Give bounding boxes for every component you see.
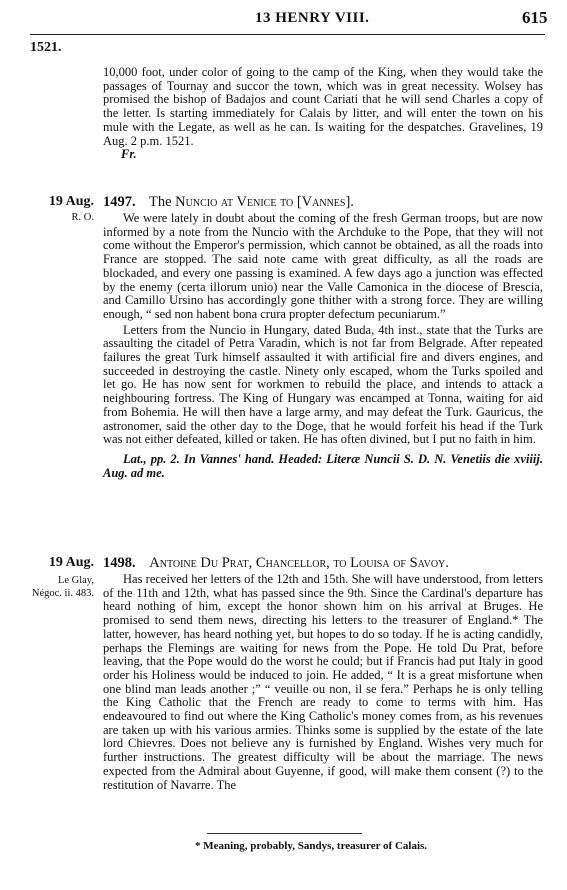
footnote-rule [207,833,362,834]
entry-1498-margin [30,556,94,601]
source-note: Fr. [121,147,137,162]
footnote: * Meaning, probably, Sandys, treasurer of Calais. [195,840,428,852]
entry-1497-number: 1497. [103,194,136,210]
entry-1497-heading-post: to [Vannes]. [276,194,354,210]
entry-1498-number: 1498. [103,555,136,571]
entry-1497-note: Lat., pp. 2. In Vannes' hand. Headed: Literæ Nuncii S. D. N. Venetiis die xviiij. Aug. ad me. [103,451,543,480]
entry-1497-archive: R. O. [71,211,94,223]
entry-1498-date: 19 Aug. [48,555,94,570]
continuation-text [103,66,543,162]
entry-1497-heading-pre: The [149,194,176,210]
entry-1497-margin [30,195,94,224]
page-number: 615 [522,8,548,27]
entry-1498-heading-title: Antoine Du Prat, Chancellor, to Louisa of Savoy. [149,555,449,571]
running-header [0,0,567,40]
entry-1498-archive-line-1: Le Glay, [57,574,94,586]
entry-1497-paragraph-2: Letters from the Nuncio in Hungary, dated Buda, 4th inst., state that the Turks are assaulting the citadel of Petra Varadin, which is not far from Belgrade. After repeated failures the great Turk himself assaulted it with artificial fire and divers engines, and succeeded in destroying the castle. Ninety only escaped, whom the Turks spoiled and let go. He has now sent for workmen to rebuild the place, and intends to attack a neighbouring fortress. The King of Hungary was encamped at Tonna, waiting for aid from Bohemia. He will then have a large army, and may defeat the Turk. Gauricus, the astronomer, said the other day to the Doge, that he would forfeit his head if the Turk was not either defeated, killed or taken. He has often divined, but I put no faith in him. [103,322,543,447]
entry-1497-heading [103,194,354,211]
entry-1497-heading-name: Nuncio at Venice [175,194,277,210]
header-rule [30,34,545,35]
continuation-paragraph: 10,000 foot, under color of going to the camp of the King, when they would take the passages of Tournay and succor the town, which was in great necessity. Wolsey has promised the bishop of Badajos and count Cariati that he will send Charles a copy of the letter. Is starting immediately for Calais by litter, and will enter the town on his mule with the Legate, as well as he can. Is waiting for the despatches. Gravelines, 19 Aug. 2 p.m. 1521. [103,65,543,148]
entry-1498-body [103,573,543,792]
entry-1498-archive-line-2: Négoc. ii. 483. [31,588,94,600]
entry-1498-paragraph-1: Has received her letters of the 12th and 15th. She will have understood, from letters of the 11th and 12th, what has passed since the 9th. Since the Cardinal's departure has heard nothing of him, except the honor shown him on his arrival at Bruges. He promised to send them news, directing his letters to the treasurer of England.* The latter, however, has heard nothing yet, but hopes to do so today. If he is acting candidly, perhaps the Flemings are waiting for news from the Pope. He told Du Prat, before leaving, that the Pope would do the worst he could; but if Francis had put Italy in good order his Holiness would be induced to join. He added, “ It is a great misfortune when one blind man leads another ;” “ veuille ou non, il se fera.” Perhaps he is only telling the King Catholic that the French are ready to come to terms with him. Has endeavoured to find out where the King Catholic's money comes from, as his revenues are taken up with his various armies. Thinks some is supplied by the estate of the late lord Chievres. Does not believe any is furnished by England. Wishes very much for further instructions. The greatest difficulty will be about the marriage. The news expected from the Admiral about Guyenne, if good, will make them consent (?) to the restitution of Navarre. The [103,572,543,792]
year-marker: 1521. [30,40,62,55]
running-title: 13 HENRY VIII. [255,10,370,26]
entry-1498-heading [103,555,449,572]
entry-1497-date: 19 Aug. [48,194,94,209]
entry-1497-paragraph-1: We were lately in doubt about the coming of the fresh German troops, but are now informed by a note from the Nuncio with the Archduke to the Pope, that they will not come without the Emperor's permission, which cannot be obtained, as all the roads into France are stopped. The said note came with great difficulty, as all the roads are blockaded, and every one passing is examined. A few days ago a junction was effected by the enemy (certa illorum unio) near the Valle Camonica in the diocese of Brescia, and Camillo Ursino has accordingly gone thither with a strong force. They are willing enough, “ sed non habent bona crura propter defectum pecuniarum.” [103,211,543,321]
entry-1497-body [103,212,543,480]
